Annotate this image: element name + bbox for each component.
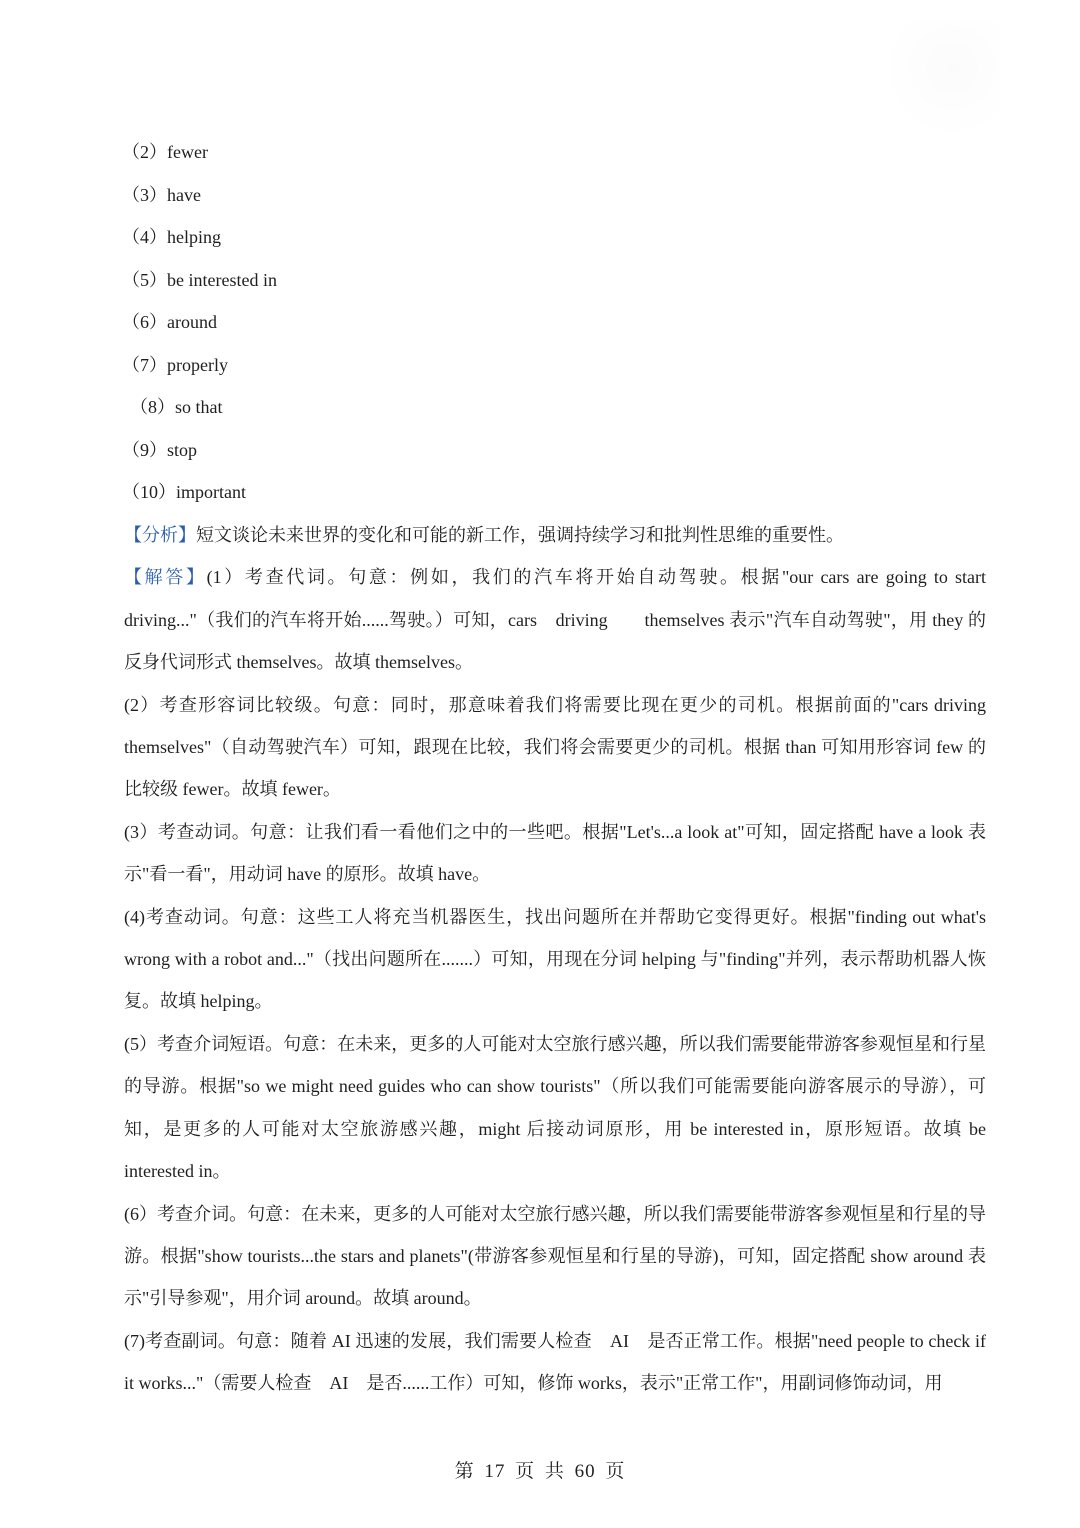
solution-tag: 【解答】: [124, 567, 207, 588]
solution-paragraph-2: (2）考查形容词比较级。句意：同时，那意味着我们将需要比现在更少的司机。根据前面的"cars driving themselves"（自动驾驶汽车）可知，跟现在比较，我们将会需要更少的司机。根据 than 可知用形容词 few 的比较级 fewer。故填 fewer。: [124, 694, 986, 800]
answer-text: helping: [167, 227, 221, 247]
answer-item: [122, 131, 992, 174]
answer-text: stop: [167, 439, 198, 460]
answer-number: （8）: [130, 397, 175, 417]
solution-paragraph-5: (5）考查介词短语。句意：在未来，更多的人可能对太空旅行感兴趣，所以我们需要能带游客参观恒星和行星的导游。根据"so we might need guides who can show tourists"（所以我们可能需要能向游客展示的导游），可知，是更多的人可能对太空旅游感兴趣，might 后接动词原形，用 be interested in，原形短语。故填 be interested in。: [124, 1033, 986, 1182]
answer-text: important: [176, 482, 246, 502]
answer-number: （10）: [122, 482, 176, 502]
footer-di: 第: [454, 1461, 475, 1482]
solution-paragraph-7: (7)考查副词。句意：随着 AI 迅速的发展，我们需要人检查 AI 是否正常工作。根据"need people to check if it works..."（需要人检查 AI 是否......工作）可知，修饰 works，表示"正常工作"，用副词修饰动词，用: [124, 1330, 986, 1394]
solution-text-1: (1）考查代词。句意：例如，我们的汽车将开始自动驾驶。根据"our cars are going to start driving..."（我们的汽车将开始......驾驶。）可知，cars driving themselves 表示"汽车自动驾驶"，用 they 的反身代词形式 themselves。故填 themselves。: [124, 567, 987, 673]
solution-paragraph-6: (6）考查介词。句意：在未来，更多的人可能对太空旅行感兴趣，所以我们需要能带游客参观恒星和行星的导游。根据"show tourists...the stars and planets"(带游客参观恒星和行星的导游)，可知，固定搭配 show around 表示"引导参观"，用介词 around。故填 around。: [124, 1203, 986, 1309]
solution-paragraph-3: (3）考查动词。句意：让我们看一看他们之中的一些吧。根据"Let's...a look at"可知，固定搭配 have a look 表示"看一看"，用动词 have 的原形。故填 have。: [124, 821, 986, 885]
answer-item: [122, 174, 992, 217]
current-page-number: 17: [484, 1461, 506, 1482]
answer-item: [122, 344, 992, 387]
analysis-tag: 【分析】: [124, 525, 196, 545]
answer-text: fewer: [167, 142, 208, 162]
solution-paragraph-4: (4)考查动词。句意：这些工人将充当机器医生，找出问题所在并帮助它变得更好。根据"finding out what's wrong with a robot and..."（找出问题所在.......）可知，用现在分词 helping 与"finding"并列，表示帮助机器人恢复。故填 helping。: [124, 906, 986, 1012]
footer-gong: 共: [544, 1461, 565, 1482]
answer-number: （9）: [122, 439, 167, 460]
answer-number: （7）: [122, 354, 167, 375]
scan-shadow: [880, 20, 1000, 140]
answer-text: around: [167, 312, 217, 332]
analysis-paragraph: [124, 514, 986, 556]
answer-number: （6）: [122, 312, 167, 332]
answer-item: [122, 216, 992, 259]
answer-item: [122, 429, 992, 472]
page-footer: [0, 1456, 1080, 1483]
answer-item: [122, 386, 992, 429]
answer-number: （4）: [122, 227, 167, 247]
answer-number: （5）: [122, 269, 167, 290]
answer-item: [122, 471, 992, 514]
solution-paragraph-1: [124, 556, 986, 683]
answer-item: [122, 259, 992, 302]
footer-ye: 页: [515, 1461, 536, 1482]
explanation-body: [124, 514, 986, 1405]
answer-text: have: [167, 184, 201, 205]
answer-number: （3）: [122, 184, 167, 205]
footer-ye-2: 页: [605, 1461, 626, 1482]
answer-text: properly: [167, 354, 228, 375]
answer-text: so that: [175, 397, 223, 417]
answer-list: [122, 131, 992, 514]
analysis-text: 短文谈论未来世界的变化和可能的新工作，强调持续学习和批判性思维的重要性。: [196, 525, 844, 545]
answer-item: [122, 301, 992, 344]
answer-text: be interested in: [167, 269, 277, 290]
answer-number: （2）: [122, 142, 167, 162]
total-page-number: 60: [574, 1461, 596, 1482]
